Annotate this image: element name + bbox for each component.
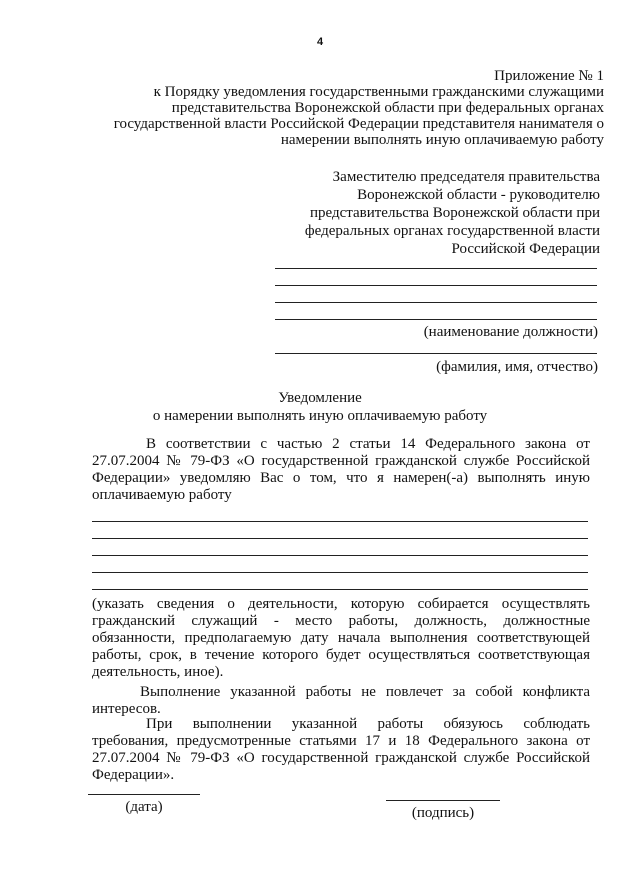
blank-line — [275, 302, 597, 303]
note-line: гражданский служащий - место работы, должность, должностные — [92, 613, 590, 629]
appendix-text — [84, 84, 604, 148]
signature-caption: (подпись) — [411, 805, 475, 821]
document-title: Уведомление — [278, 390, 362, 406]
conflict-line: Выполнение указанной работы не повлечет за собой конфликта — [140, 684, 590, 700]
signature-line — [386, 800, 500, 801]
note-line: обязанности, предполагаемую дату начала выполнения соответствующей — [92, 630, 590, 646]
addressee-line: Российской Федерации — [451, 241, 600, 257]
blank-line — [92, 555, 588, 556]
conflict-line: интересов. — [92, 701, 161, 717]
intro-line: оплачиваемую работу — [92, 487, 232, 503]
obligation-line: 27.07.2004 № 79-ФЗ «О государственной гражданской службе Российской — [92, 750, 590, 766]
intro-line: Федерации» уведомляю Вас о том, что я намерен(-а) выполнять иную — [92, 470, 590, 486]
conflict-paragraph — [92, 684, 590, 718]
addressee-line: Воронежской области - руководителю — [357, 187, 600, 203]
blank-line — [92, 538, 588, 539]
intro-paragraph — [92, 436, 590, 504]
page-number: 4 — [316, 36, 324, 48]
date-line — [88, 794, 200, 795]
appendix-line: к Порядку уведомления государственными гражданскими служащими — [153, 84, 604, 100]
addressee-block — [240, 168, 600, 258]
position-caption: (наименование должности) — [423, 324, 598, 340]
blank-line — [275, 285, 597, 286]
blank-line — [275, 319, 597, 320]
addressee-line: представительства Воронежской области при — [309, 205, 600, 221]
note-line: деятельность, иное). — [92, 664, 224, 680]
date-caption: (дата) — [125, 799, 163, 815]
blank-line — [92, 521, 588, 522]
appendix-title: Приложение № 1 — [494, 68, 604, 84]
blank-line — [275, 353, 597, 354]
obligation-paragraph — [92, 716, 590, 784]
appendix-line: намерении выполнять иную оплачиваемую работу — [280, 132, 604, 148]
obligation-line: При выполнении указанной работы обязуюсь соблюдать — [146, 716, 590, 732]
obligation-line: требования, предусмотренные статьями 17 и 18 Федерального закона от — [92, 733, 590, 749]
blank-line — [275, 268, 597, 269]
intro-line: 27.07.2004 № 79-ФЗ «О государственной гражданской службе Российской — [92, 453, 590, 469]
blank-line — [92, 572, 588, 573]
document-subtitle: о намерении выполнять иную оплачиваемую работу — [152, 408, 488, 424]
note-line: работы, срок, в течение которого будет осуществляться соответствующая — [92, 647, 590, 663]
name-caption: (фамилия, имя, отчество) — [436, 359, 598, 375]
appendix-line: представительства Воронежской области при федеральных органах — [171, 100, 604, 116]
obligation-line: Федерации». — [92, 767, 175, 783]
appendix-line: государственной власти Российской Федерации представителя нанимателя о — [113, 116, 604, 132]
note-line: (указать сведения о деятельности, которую собирается осуществлять — [92, 596, 590, 612]
details-note — [92, 596, 590, 681]
blank-line — [92, 589, 588, 590]
addressee-line: Заместителю председателя правительства — [332, 169, 600, 185]
intro-line: В соответствии с частью 2 статьи 14 Федерального закона от — [146, 436, 590, 452]
addressee-line: федеральных органах государственной власти — [304, 223, 600, 239]
